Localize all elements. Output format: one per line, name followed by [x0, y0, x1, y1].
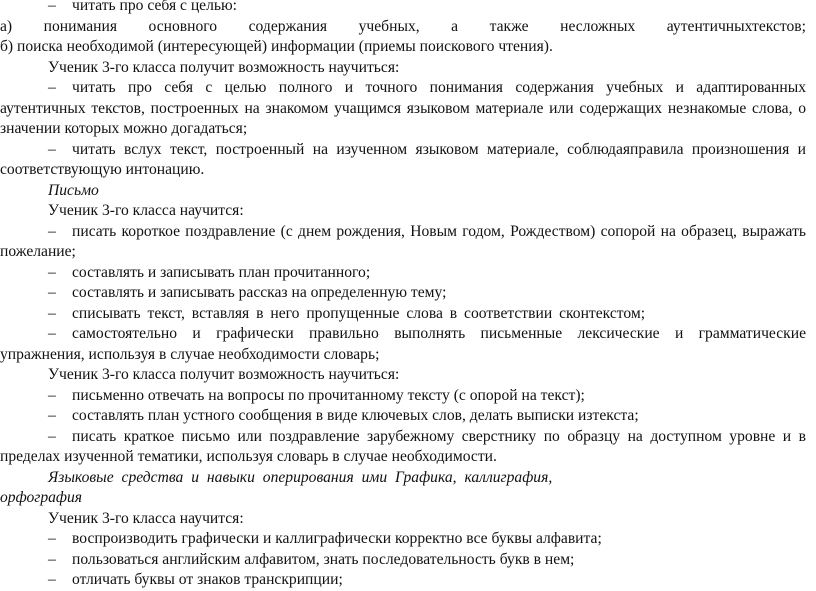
- list-item: [0, 78, 806, 99]
- list-item: [0, 550, 806, 571]
- text-line: составлять и записывать план прочитанного;: [72, 263, 371, 281]
- section-title: орфография: [0, 489, 83, 506]
- text-line: составлять план устного сообщения в виде ключевых слов, делать выписки изтекста;: [72, 407, 639, 424]
- text-line: пожелание;: [0, 243, 76, 260]
- dash-bullet: –: [48, 0, 56, 14]
- dash-bullet: –: [48, 304, 56, 322]
- paragraph-heading: Ученик 3-го класса научится:: [48, 509, 244, 527]
- text-line: а) понимания основного содержания учебных, а также несложных аутентичныхтекстов;: [0, 17, 806, 35]
- text-line: писать короткое поздравление (с днем рождения, Новым годом, Рождеством) сопорой на образец, выражать: [72, 222, 806, 240]
- text-line: воспроизводить графически и каллиграфически корректно все буквы алфавита;: [72, 530, 602, 547]
- dash-bullet: –: [48, 284, 56, 301]
- dash-bullet: –: [48, 427, 56, 445]
- list-item: [0, 570, 806, 591]
- list-item: [0, 406, 806, 427]
- dash-bullet: –: [48, 386, 56, 404]
- list-item: [0, 263, 806, 284]
- paragraph-heading: Ученик 3-го класса получит возможность научиться:: [48, 58, 400, 76]
- text-line: читать про себя с целью:: [72, 0, 237, 14]
- list-item: [0, 283, 806, 304]
- text-line: списывать текст, вставляя в него пропущенные слова в соответствии сконтекстом;: [72, 304, 646, 322]
- dash-bullet: –: [48, 325, 56, 342]
- dash-bullet: –: [48, 222, 56, 240]
- text-line: читать про себя с целью полного и точного понимания содержания учебных и адаптированных: [72, 79, 806, 96]
- list-item: [0, 386, 806, 407]
- dash-bullet: –: [48, 571, 56, 588]
- text-line: аутентичных текстов, построенных на знакомом учащимся языковом материале или содержащих незнакомые слова, о: [0, 99, 806, 117]
- text-line: упражнения, используя в случае необходимости словарь;: [0, 345, 380, 363]
- list-item: [0, 324, 806, 345]
- text-line: писать краткое письмо или поздравление зарубежному сверстнику по образцу на доступном уровне и в: [72, 427, 806, 445]
- text-line: самостоятельно и графически правильно выполнять письменные лексические и грамматические: [72, 325, 806, 342]
- text-line: значении которых можно догадаться;: [0, 120, 248, 137]
- section-title: Языковые средства и навыки оперирования ими Графика, каллиграфия,: [48, 468, 553, 486]
- text-line: пользоваться английским алфавитом, знать последовательность букв в нем;: [72, 550, 575, 568]
- dash-bullet: –: [48, 407, 56, 424]
- paragraph-heading: Ученик 3-го класса научится:: [48, 202, 244, 219]
- text-line: соответствующую интонацию.: [0, 161, 205, 178]
- list-item: [0, 0, 806, 17]
- list-item: [0, 529, 806, 550]
- text-line: читать вслух текст, построенный на изученном языковом материале, соблюдаяправила произношения и: [72, 140, 806, 158]
- text-line: б) поиска необходимой (интересующей) информации (приемы поискового чтения).: [0, 38, 553, 55]
- text-line: письменно отвечать на вопросы по прочитанному тексту (с опорой на текст);: [72, 386, 585, 404]
- list-item: [0, 222, 806, 243]
- list-item: [0, 304, 806, 325]
- paragraph-heading: Ученик 3-го класса получит возможность научиться:: [48, 366, 400, 383]
- text-line: пределах изученной тематики, используя словарь в случае необходимости.: [0, 448, 497, 465]
- list-item: [0, 140, 806, 161]
- dash-bullet: –: [48, 263, 56, 281]
- text-line: составлять и записывать рассказ на определенную тему;: [72, 284, 447, 301]
- section-title: Письмо: [48, 181, 99, 199]
- text-line: отличать буквы от знаков транскрипции;: [72, 571, 343, 588]
- dash-bullet: –: [48, 79, 56, 96]
- dash-bullet: –: [48, 140, 56, 158]
- dash-bullet: –: [48, 530, 56, 547]
- list-item: [0, 427, 806, 448]
- dash-bullet: –: [48, 550, 56, 568]
